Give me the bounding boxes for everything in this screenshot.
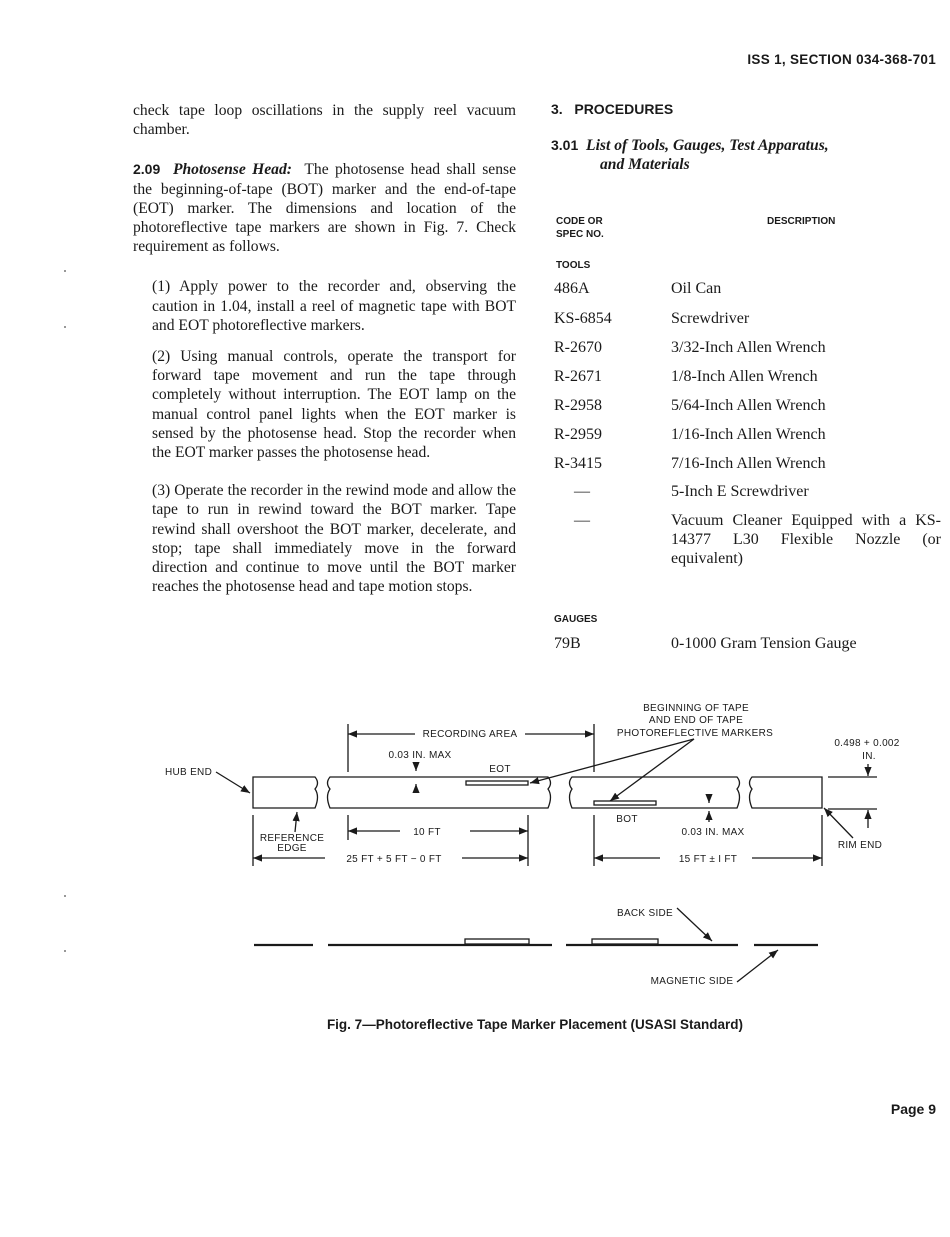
step-number: (3) — [152, 482, 171, 500]
tool-code: R-2670 — [554, 339, 602, 356]
magnetic-side-label: MAGNETIC SIDE — [650, 976, 734, 987]
subsection-title-line1: List of Tools, Gauges, Test Apparatus, — [586, 137, 829, 154]
gauges-label: GAUGES — [554, 614, 598, 625]
tool-code: — — [574, 512, 590, 529]
subsection-heading — [551, 136, 941, 174]
step-text: Apply power to the recorder and, observing the caution in 1.04, install a reel of magnetic tape with BOT and EOT photoreflective markers. — [152, 278, 516, 334]
intro-paragraph: check tape loop oscillations in the supply reel vacuum chamber. — [133, 102, 516, 139]
fifteen-ft-label: 15 FT ± I FT — [678, 854, 738, 865]
tape-segment-1 — [253, 777, 318, 808]
tape-segment-4 — [750, 777, 823, 808]
step-item — [152, 347, 516, 462]
gauge-code: 79B — [554, 635, 581, 652]
side-bot-marker — [592, 939, 658, 944]
step-item — [152, 481, 516, 596]
ten-ft-label: 10 FT — [413, 827, 441, 838]
page-number: Page 9 — [890, 1101, 936, 1117]
eot-marker — [466, 781, 528, 785]
tool-description: 1/8-Inch Allen Wrench — [671, 368, 818, 385]
tool-code: R-2671 — [554, 368, 602, 385]
step-item — [152, 277, 516, 335]
section-number: 2.09 — [133, 161, 161, 178]
code-column-header — [556, 215, 604, 241]
steps-list — [133, 277, 516, 596]
rim-end-label: RIM END — [837, 840, 883, 851]
tool-description: 3/32-Inch Allen Wrench — [671, 339, 826, 356]
procedures-heading — [551, 101, 941, 117]
twenty-five-ft-label: 25 FT + 5 FT − 0 FT — [346, 854, 442, 865]
procedures-title: PROCEDURES — [574, 101, 674, 117]
left-column — [133, 101, 516, 596]
tool-description: Oil Can — [671, 280, 722, 297]
recording-area-label: RECORDING AREA — [422, 729, 518, 740]
tools-label: TOOLS — [556, 260, 591, 271]
tape-segment-3 — [570, 777, 740, 808]
code-header-line2: SPEC NO. — [556, 229, 604, 240]
subsection-title-line2: and Materials — [600, 156, 690, 173]
figure-caption: Fig. 7—Photoreflective Tape Marker Placement (USASI Standard) — [326, 1017, 744, 1032]
page-header: ISS 1, SECTION 034-368-701 — [747, 52, 936, 67]
step-text: Operate the recorder in the rewind mode and allow the tape to run in rewind toward the BOT marker. Tape rewind shall overshoot the BOT marker, decelerate, and stop; tape shall immediately move in the forward direction and continue to move until the BOT marker reaches the photosense head and tape motion stops. — [152, 482, 516, 596]
section-2-09 — [133, 160, 516, 256]
section-body: The photosense head shall sense the beginning-of-tape (BOT) marker and the end-of-tape (EOT) marker. The dimensions and location of the photoreflective tape markers are shown in Fig. 7. Check requirement as follows. — [133, 161, 516, 256]
step-number: (1) — [152, 278, 171, 296]
step-number: (2) — [152, 348, 171, 366]
eot-label: EOT — [489, 764, 511, 775]
bot-eot-label-line2: AND END OF TAPE — [648, 715, 744, 726]
margin-mark — [64, 270, 66, 272]
gauge-description: 0-1000 Gram Tension Gauge — [671, 635, 857, 652]
tool-code: — — [574, 483, 590, 500]
tool-code: 486A — [554, 280, 590, 297]
subsection-number: 3.01 — [551, 137, 579, 153]
side-eot-marker — [465, 939, 529, 944]
right-column — [551, 101, 941, 652]
tool-code: R-3415 — [554, 455, 602, 472]
procedures-number: 3. — [551, 101, 563, 117]
max-left-label: 0.03 IN. MAX — [388, 750, 452, 761]
max-right-label: 0.03 IN. MAX — [681, 827, 745, 838]
tool-description: Vacuum Cleaner Equipped with a KS-14377 L30 Flexible Nozzle (or equivalent) — [671, 512, 941, 567]
tool-description: 5/64-Inch Allen Wrench — [671, 397, 826, 414]
bot-eot-label-line3: PHOTOREFLECTIVE MARKERS — [616, 728, 774, 739]
code-header-line1: CODE OR — [556, 216, 603, 227]
step-text: Using manual controls, operate the transport for forward tape movement and run the tape through completely without interruption. The EOT lamp on the manual control panel lights when the EOT marker is sensed by the photosense head. Stop the recorder when the EOT marker passes the photosense head. — [152, 348, 516, 462]
bot-marker — [594, 801, 656, 805]
tool-description: 7/16-Inch Allen Wrench — [671, 455, 826, 472]
bot-label: BOT — [616, 814, 638, 825]
width-label-line1: 0.498 + 0.002 — [834, 738, 900, 749]
tool-code: R-2958 — [554, 397, 602, 414]
description-column-header: DESCRIPTION — [767, 216, 836, 227]
reference-label-line1: REFERENCE — [259, 833, 325, 844]
section-title: Photosense Head: — [172, 161, 292, 179]
back-side-label: BACK SIDE — [616, 908, 674, 919]
bot-eot-label-line1: BEGINNING OF TAPE — [643, 703, 749, 714]
margin-mark — [64, 895, 66, 897]
tool-description: Screwdriver — [671, 310, 750, 327]
tool-description: 1/16-Inch Allen Wrench — [671, 426, 826, 443]
width-label-line2: IN. — [862, 751, 876, 762]
hub-end-label: HUB END — [165, 767, 213, 778]
tool-code: KS-6854 — [554, 310, 612, 327]
reference-label-line2: EDGE — [277, 843, 307, 854]
tape-segment-2 — [328, 777, 551, 808]
tape-marker-figure — [0, 690, 950, 1000]
margin-mark — [64, 950, 66, 952]
tool-description: 5-Inch E Screwdriver — [671, 483, 809, 500]
tool-code: R-2959 — [554, 426, 602, 443]
margin-mark — [64, 326, 66, 328]
